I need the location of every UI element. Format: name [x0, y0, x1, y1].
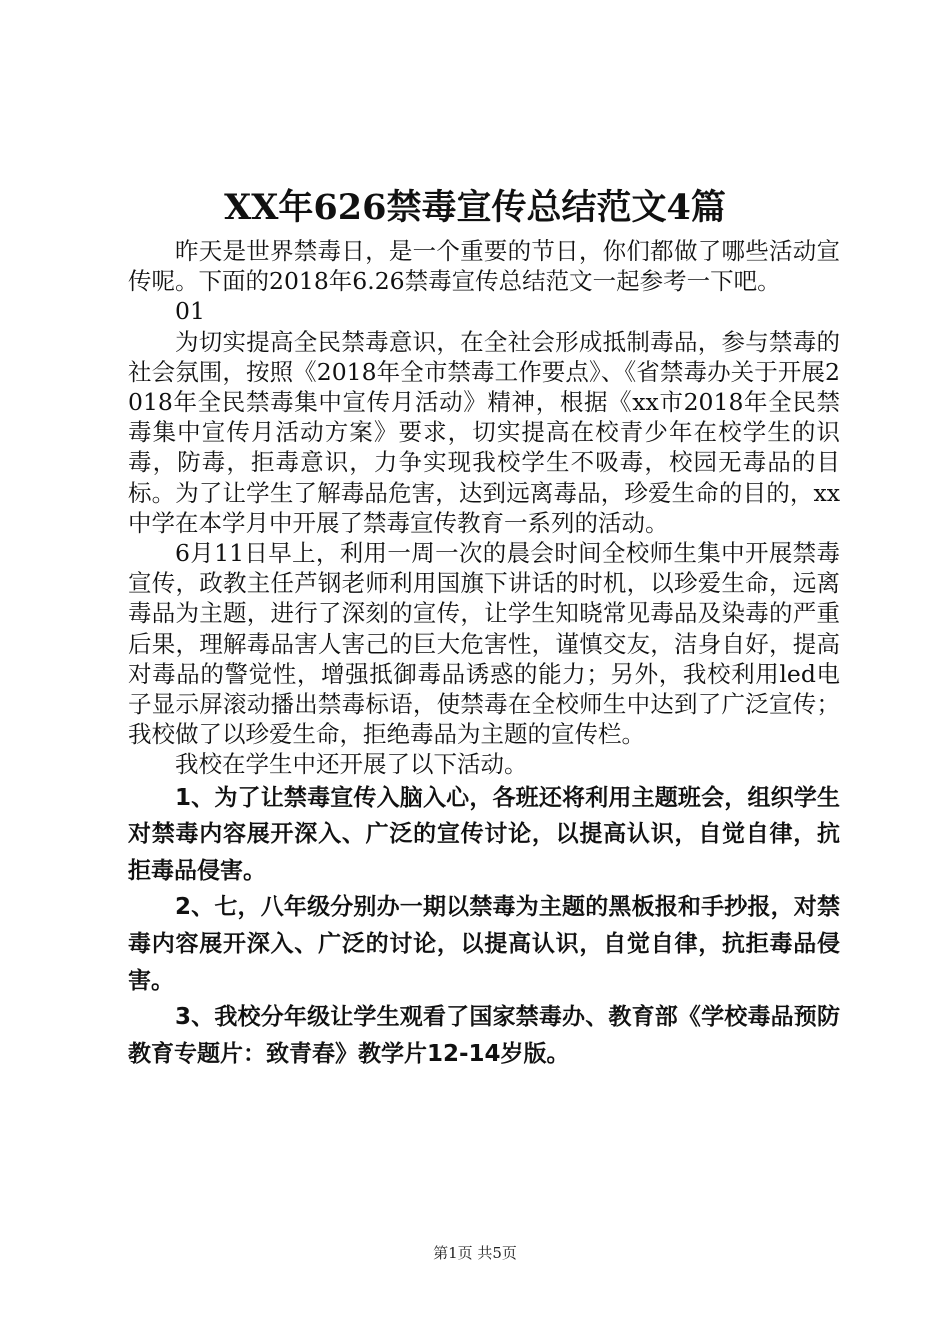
intro-paragraph: 昨天是世界禁毒日，是一个重要的节日，你们都做了哪些活动宣传呢。下面的2018年6.26禁毒宣传总结范文一起参考一下吧。 — [128, 237, 840, 296]
document-body — [128, 236, 840, 1072]
page-footer: 第1页 共5页 — [433, 1244, 517, 1262]
body-paragraph: 我校在学生中还开展了以下活动。 — [175, 750, 528, 779]
activity-item: 1、为了让禁毒宣传入脑入心，各班还将利用主题班会，组织学生对禁毒内容展开深入、广泛的宣传讨论，以提高认识，自觉自律，抗拒毒品侵害。 — [128, 784, 840, 884]
body-paragraph: 为切实提高全民禁毒意识，在全社会形成抵制毒品，参与禁毒的社会氛围，按照《2018年全市禁毒工作要点》、《省禁毒办关于开展2018年全民禁毒集中宣传月活动》精神，根据《xx市2018年全民禁毒集中宣传月活动方案》要求，切实提高在校青少年在校学生的识毒，防毒，拒毒意识，力争实现我校学生不吸毒，校园无毒品的目标。为了让学生了解毒品危害，达到远离毒品，珍爱生命的目的，xx中学在本学月中开展了禁毒宣传教育一系列的活动。 — [128, 327, 840, 537]
body-paragraph: 6月11日早上，利用一周一次的晨会时间全校师生集中开展禁毒宣传，政教主任芦钢老师利用国旗下讲话的时机，以珍爱生命，远离毒品为主题，进行了深刻的宣传，让学生知晓常见毒品及染毒的严重后果，理解毒品害人害己的巨大危害性，谨慎交友，洁身自好，提高对毒品的警觉性，增强抵御毒品诱惑的能力；另外，我校利用led电子显示屏滚动播出禁毒标语，使禁毒在全校师生中达到了广泛宣传；我校做了以珍爱生命，拒绝毒品为主题的宣传栏。 — [128, 539, 840, 749]
document-title: XX年626禁毒宣传总结范文4篇 — [224, 187, 726, 228]
section-number: 01 — [175, 297, 205, 326]
activity-item: 2、七，八年级分别办一期以禁毒为主题的黑板报和手抄报，对禁毒内容展开深入、广泛的讨论，以提高认识，自觉自律，抗拒毒品侵害。 — [128, 894, 840, 994]
activity-item: 3、我校分年级让学生观看了国家禁毒办、教育部《学校毒品预防教育专题片：致青春》教学片12-14岁版。 — [128, 1004, 840, 1067]
